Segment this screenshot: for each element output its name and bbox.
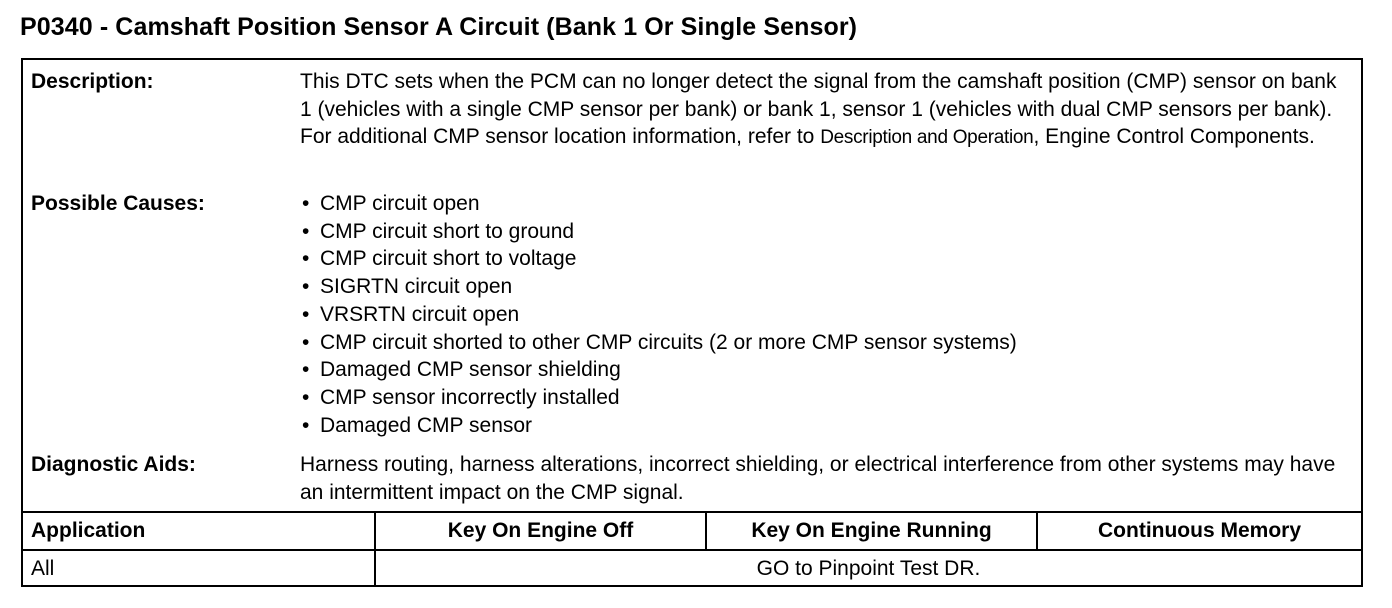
dtc-details bbox=[23, 60, 1361, 513]
description-suffix: , Engine Control Components. bbox=[1033, 125, 1315, 148]
header-continuous-memory: Continuous Memory bbox=[1036, 513, 1361, 549]
description-operation-link[interactable]: Description and Operation bbox=[820, 127, 1034, 148]
table-row bbox=[23, 551, 1361, 587]
table-header-row bbox=[23, 513, 1361, 551]
possible-causes-list bbox=[300, 190, 1350, 439]
test-table bbox=[23, 511, 1361, 587]
cause-item: • SIGRTN circuit open bbox=[300, 273, 1350, 301]
cause-item: • CMP circuit open bbox=[300, 190, 1350, 218]
header-application: Application bbox=[31, 519, 146, 542]
header-key-on-engine-running: Key On Engine Running bbox=[705, 513, 1036, 549]
cause-item: • CMP circuit short to ground bbox=[300, 218, 1350, 246]
cause-item: • CMP circuit shorted to other CMP circuits (2 or more CMP sensor systems) bbox=[300, 329, 1350, 357]
cause-item: • VRSRTN circuit open bbox=[300, 301, 1350, 329]
page-title: P0340 - Camshaft Position Sensor A Circuit (Bank 1 Or Single Sensor) bbox=[20, 13, 858, 41]
cause-item: • CMP sensor incorrectly installed bbox=[300, 384, 1350, 412]
cause-item: • Damaged CMP sensor shielding bbox=[300, 356, 1350, 384]
cause-item: • CMP circuit short to voltage bbox=[300, 245, 1350, 273]
header-key-on-engine-off: Key On Engine Off bbox=[374, 513, 705, 549]
dtc-info-box bbox=[21, 58, 1363, 587]
description-label: Description: bbox=[31, 70, 154, 93]
diagnostic-aids-text: Harness routing, harness alterations, incorrect shielding, or electrical interference from other systems may have an intermittent impact on the CMP signal. bbox=[300, 453, 1336, 504]
pinpoint-test-action: GO to Pinpoint Test DR. bbox=[374, 551, 1361, 587]
description-body: This DTC sets when the PCM can no longer detect the signal from the camshaft position (CMP) sensor on bank 1 (vehicles with a single CMP sensor per bank) or bank 1, sensor 1 (vehicles with dual CMP sensors per bank). For additional CMP sensor location information, refer to bbox=[300, 70, 1337, 148]
description-text bbox=[300, 68, 1350, 152]
possible-causes-label: Possible Causes: bbox=[31, 192, 205, 215]
diagnostic-aids-label: Diagnostic Aids: bbox=[31, 453, 196, 476]
cause-item: • Damaged CMP sensor bbox=[300, 412, 1350, 440]
application-value: All bbox=[31, 557, 55, 580]
